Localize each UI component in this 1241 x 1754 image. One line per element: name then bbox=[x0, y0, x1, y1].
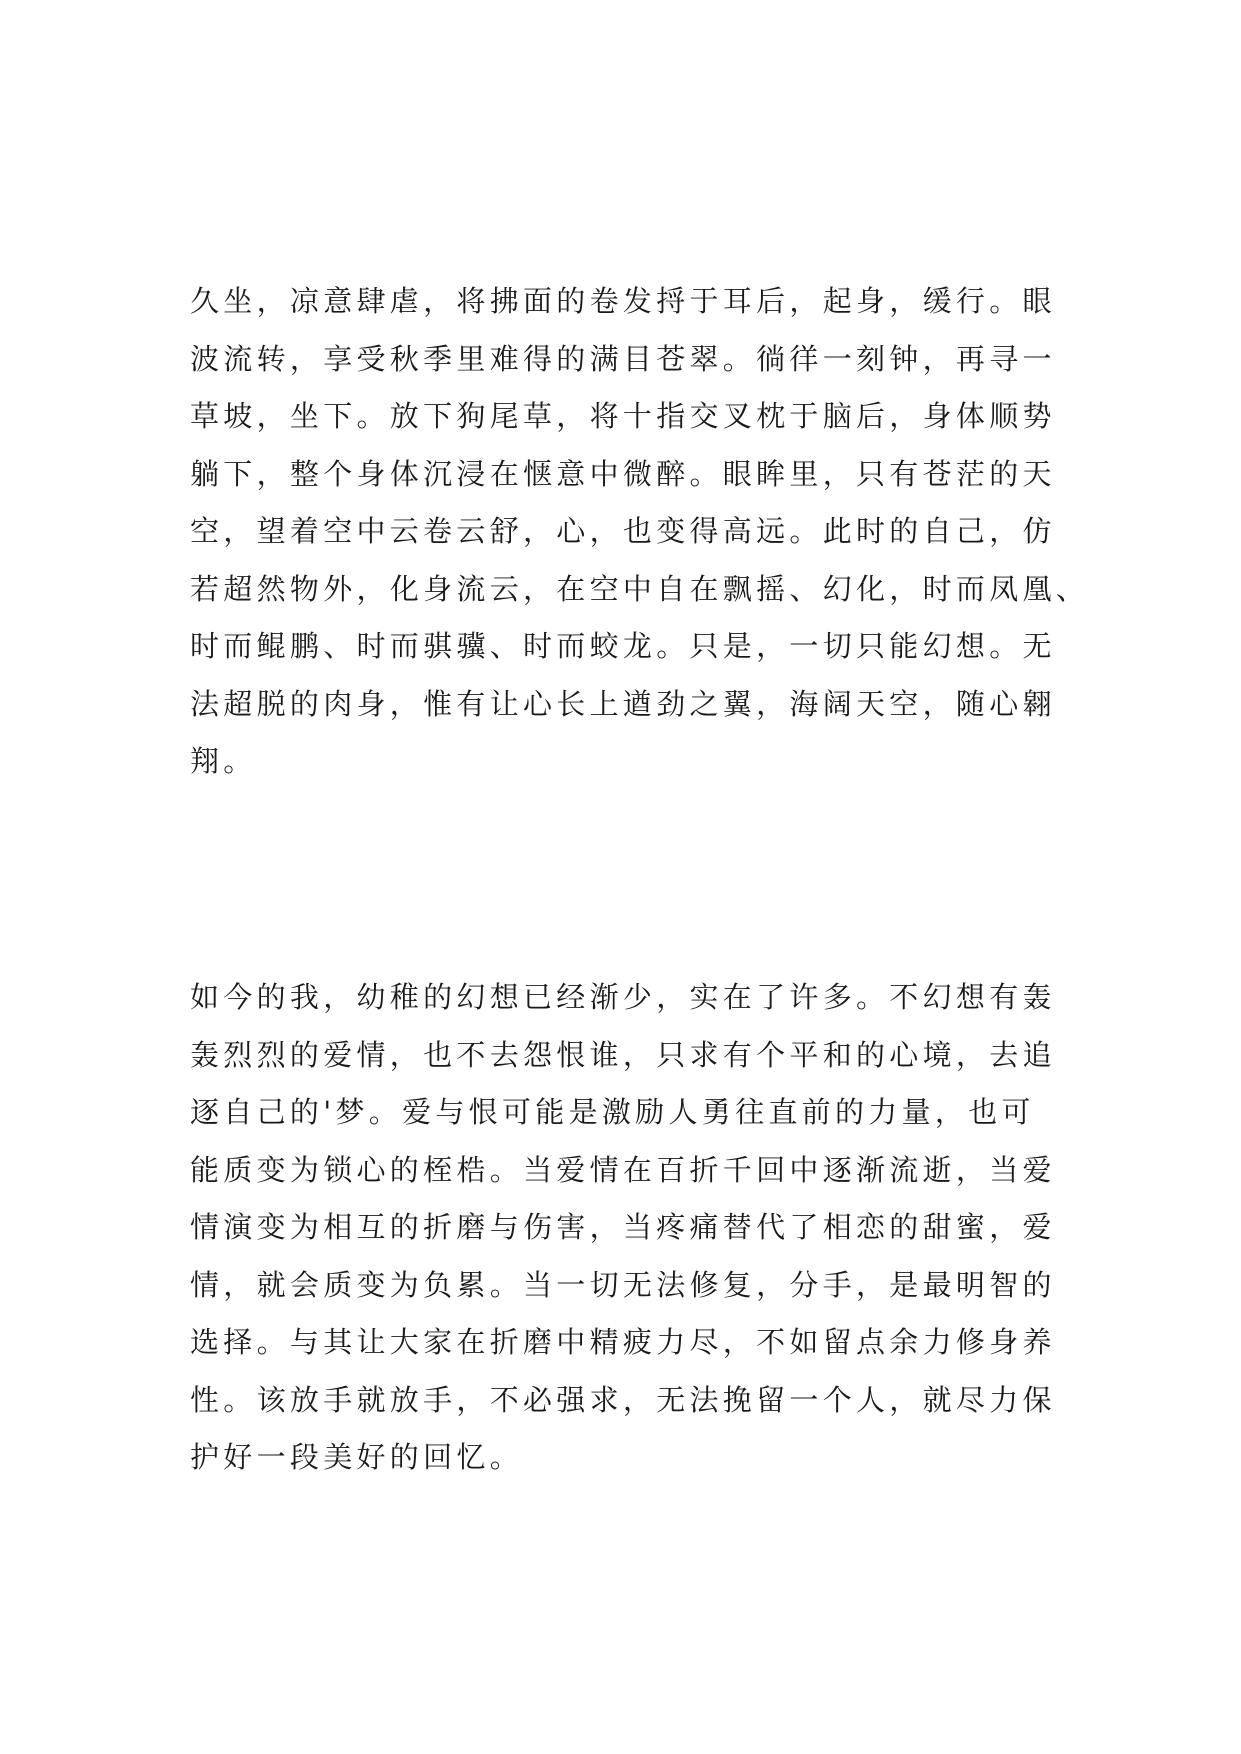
text-line: 逐自己的'梦。爱与恨可能是激励人勇往直前的力量，也可 bbox=[190, 1095, 1035, 1129]
text-line: 若超然物外，化身流云，在空中自在飘摇、幻化，时而凤凰、 bbox=[190, 571, 1090, 606]
paragraph-1 bbox=[190, 273, 1090, 791]
text-line: 翔。 bbox=[190, 744, 257, 778]
text-line: 波流转，享受秋季里难得的满目苍翠。徜徉一刻钟，再寻一 bbox=[190, 341, 1056, 376]
text-line: 情演变为相互的折磨与伤害，当疼痛替代了相恋的甜蜜，爱 bbox=[190, 1210, 1056, 1244]
text-line: 性。该放手就放手，不必强求，无法挽留一个人，就尽力保 bbox=[190, 1382, 1056, 1417]
text-line: 法超脱的肉身，惟有让心长上遒劲之翼，海阔天空，随心翱 bbox=[190, 686, 1056, 721]
text-line: 躺下，整个身体沉浸在惬意中微醉。眼眸里，只有苍茫的天 bbox=[190, 456, 1056, 491]
text-line: 时而鲲鹏、时而骐骥、时而蛟龙。只是，一切只能幻想。无 bbox=[190, 629, 1056, 663]
text-line: 情，就会质变为负累。当一切无法修复，分手，是最明智的 bbox=[190, 1267, 1056, 1302]
text-line: 能质变为锁心的桎梏。当爱情在百折千回中逐渐流逝，当爱 bbox=[190, 1152, 1056, 1187]
paragraph-2 bbox=[190, 969, 1056, 1487]
text-line: 护好一段美好的回忆。 bbox=[190, 1440, 524, 1474]
text-line: 如今的我，幼稚的幻想已经渐少，实在了许多。不幻想有轰 bbox=[190, 980, 1056, 1014]
text-line: 久坐，凉意肆虐，将拂面的卷发捋于耳后，起身，缓行。眼 bbox=[190, 284, 1056, 318]
text-line: 空，望着空中云卷云舒，心，也变得高远。此时的自己，仿 bbox=[190, 514, 1056, 548]
text-line: 选择。与其让大家在折磨中精疲力尽，不如留点余力修身养 bbox=[190, 1325, 1056, 1359]
text-line: 草坡，坐下。放下狗尾草，将十指交叉枕于脑后，身体顺势 bbox=[190, 399, 1056, 433]
text-line: 轰烈烈的爱情，也不去怨恨谁，只求有个平和的心境，去追 bbox=[190, 1037, 1056, 1072]
